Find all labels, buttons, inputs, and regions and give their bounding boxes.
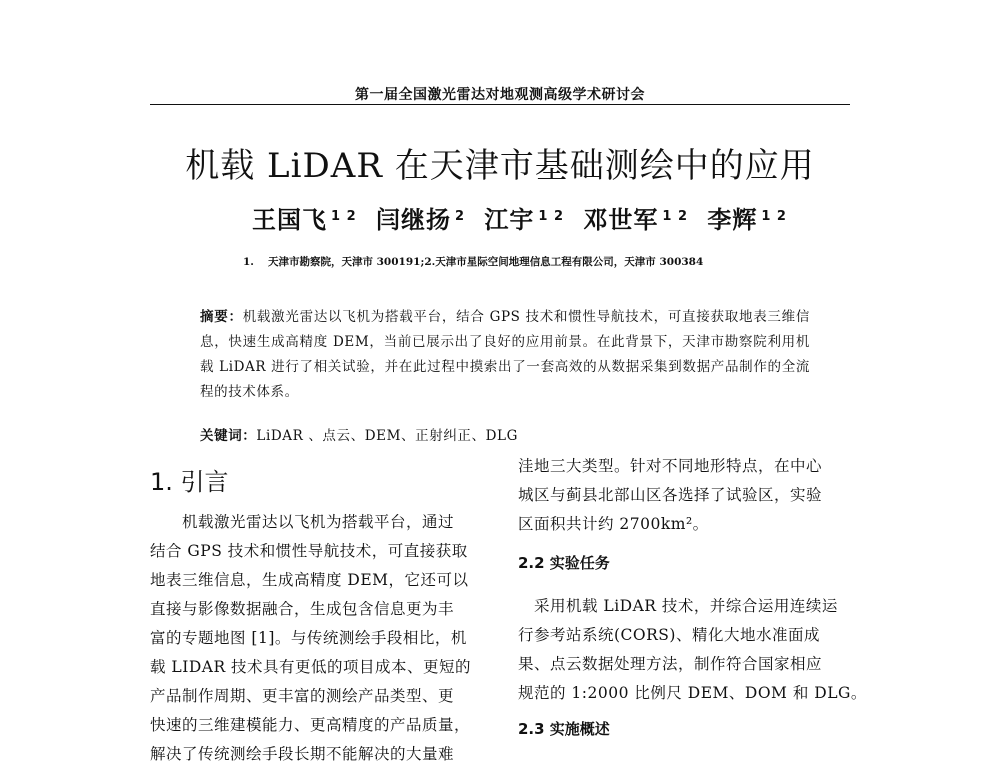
abstract-line: 机载激光雷达以飞机为搭载平台，结合 GPS 技术和惯性导航技术，可直接获取地表三: [242, 309, 782, 325]
body-line: 城区与蓟县北部山区各选择了试验区，实验: [518, 486, 823, 504]
author-name: 江宇: [484, 206, 535, 234]
body-line: 采用机载 LiDAR 技术，并综合运用连续运: [518, 597, 838, 615]
body-line: 行参考站系统(CORS)、精化大地水准面成: [518, 626, 820, 644]
affiliation: [243, 254, 703, 269]
body-line: 果、点云数据处理方法，制作符合国家相应: [518, 655, 823, 673]
paper-title: 机载 LiDAR 在天津市基础测绘中的应用: [185, 146, 815, 186]
body-line: 解决了传统测绘手段长期不能解决的大量难: [150, 745, 455, 763]
body-line: 地表三维信息，生成高精度 DEM，它还可以: [150, 571, 469, 589]
author-name: 王国飞: [252, 206, 327, 234]
abstract-line: 维信息，快速生成高精度 DEM，当前已展示出了良好的应用前景。在此背景下，天津市勘察: [200, 309, 810, 350]
author-affiliation-mark: 1 2: [662, 209, 688, 224]
affiliation-number: 1.: [243, 256, 254, 268]
header-rule: [150, 104, 850, 105]
keywords-label: 关键词：: [200, 428, 257, 444]
body-line: 机载激光雷达以飞机为搭载平台，通过: [150, 513, 455, 531]
body-line: 区面积共计约 2700km²。: [518, 515, 709, 533]
introduction-body: [150, 508, 490, 769]
body-line: 结合 GPS 技术和惯性导航技术，可直接获取: [150, 542, 468, 560]
keywords-text: LiDAR 、点云、DEM、正射纠正、DLG: [256, 428, 518, 444]
author-list: [252, 200, 797, 235]
body-line: 快速的三维建模能力、更高精度的产品质量，: [150, 716, 471, 734]
section-heading-2-2: 2.2 实验任务: [518, 554, 610, 572]
author-name: 邓世军: [583, 206, 659, 234]
author-name: 闫继扬: [375, 206, 451, 234]
body-line: 产品制作周期、更丰富的测绘产品类型、更: [150, 687, 455, 705]
conference-header: 第一届全国激光雷达对地观测高级学术研讨会: [355, 87, 645, 103]
body-line: 规范的 1:2000 比例尺 DEM、DOM 和 DLG。: [518, 684, 867, 702]
body-line: 载 LIDAR 技术具有更低的项目成本、更短的: [150, 658, 472, 676]
body-line: 洼地三大类型。针对不同地形特点，在中心: [518, 457, 823, 475]
abstract-line: 品制作的全流程的技术体系。: [200, 359, 810, 400]
author-affiliation-mark: 2: [454, 209, 466, 224]
body-line: 直接与影像数据融合，生成包含信息更为丰: [150, 600, 455, 618]
author-affiliation-mark: 1 2: [538, 209, 565, 224]
body-line: 富的专题地图 [1]。与传统测绘手段相比，机: [150, 629, 467, 647]
section-heading-introduction: 1. 引言: [150, 468, 229, 496]
abstract: [200, 305, 810, 405]
affiliation-text: 天津市勘察院，天津市 300191;2.天津市星际空间地理信息工程有限公司，天津市 300384: [267, 256, 704, 268]
author-name: 李辉: [707, 206, 758, 234]
section-heading-2-3: 2.3 实施概述: [518, 720, 610, 738]
right-column-top: [518, 452, 863, 539]
keywords: [200, 424, 810, 444]
author-affiliation-mark: 1 2: [761, 209, 787, 224]
abstract-line: 院利用机载 LiDAR 进行了相关试验，并在此过程中摸索出了一套高效的从数据采集到数据产: [200, 334, 811, 375]
section-2-2-body: [518, 592, 867, 708]
abstract-label: 摘要：: [200, 309, 243, 325]
author-affiliation-mark: 1 2: [331, 209, 357, 224]
